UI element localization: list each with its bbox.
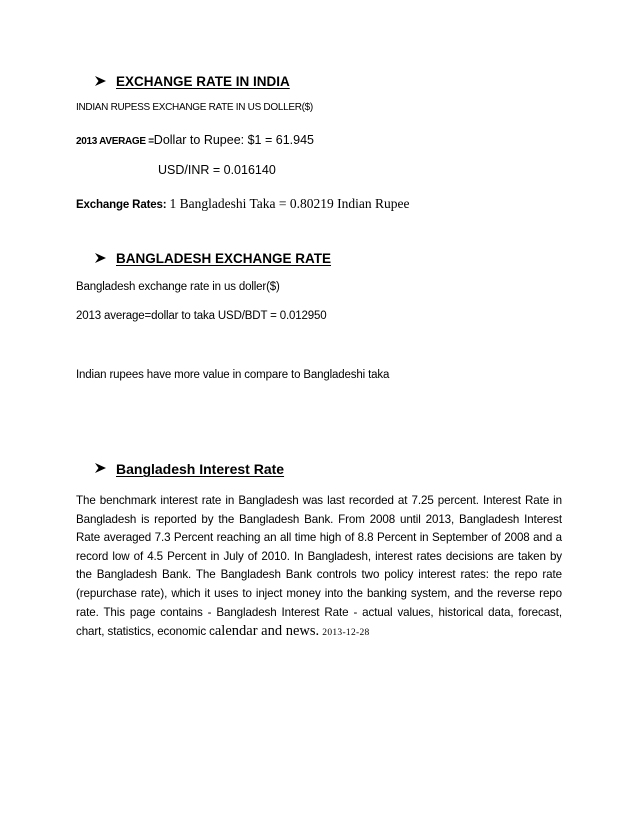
bangladesh-rate-line2: 2013 average=dollar to taka USD/BDT = 0.012950 [76,310,327,322]
interest-paragraph [76,492,562,643]
exchange-rates-value: 1 Bangladeshi Taka = 0.80219 Indian Rupee [169,196,410,211]
heading-text: BANGLADESH EXCHANGE RATE [116,251,332,266]
interest-paragraph-tail: alendar and news. [214,623,320,640]
interest-date: 2013-12-28 [322,628,370,639]
comparison-text: Indian rupees have more value in compare to Bangladeshi taka [76,369,390,381]
heading-text: EXCHANGE RATE IN INDIA [116,74,290,89]
arrow-bullet-icon [94,462,108,476]
exchange-rates-line [76,196,409,212]
interest-paragraph-body: The benchmark interest rate in Bangladesh was last recorded at 7.25 percent. Interest Rate in Bangladesh is reported by the Bangladesh Bank. From 2008 until 2013, Bangladesh Interest Rate averaged 7.3 Percent reaching an all time high of 8.8 Percent in September of 2008 and a record low of 4.5 Percent in July of 2010. In Bangladesh, interest rates decisions are taken by the Bangladesh Bank. The Bangladesh Bank controls two policy interest rates: the repo rate (repurchase rate), which it uses to inject money into the banking system, and the reverse repo rate. This page contains - Bangladesh Interest Rate - actual values, historical data, forecast, chart, statistics, economic c [76,494,562,639]
average-value: Dollar to Rupee: $1 = 61.945 [153,133,314,147]
india-subtitle: INDIAN RUPESS EXCHANGE RATE IN US DOLLER($) [76,102,313,113]
arrow-bullet-icon [94,252,108,266]
heading-bangladesh-exchange-rate [94,251,331,266]
heading-bangladesh-interest-rate [94,461,284,477]
heading-exchange-rate-india [94,74,290,89]
exchange-rates-label: Exchange Rates: [76,199,167,211]
bangladesh-rate-line1: Bangladesh exchange rate in us doller($) [76,281,280,293]
arrow-bullet-icon [94,75,108,89]
usd-inr-value: USD/INR = 0.016140 [158,163,276,177]
heading-text: Bangladesh Interest Rate [116,461,285,477]
average-label: 2013 AVERAGE = [76,136,154,147]
india-average-line [76,133,314,147]
